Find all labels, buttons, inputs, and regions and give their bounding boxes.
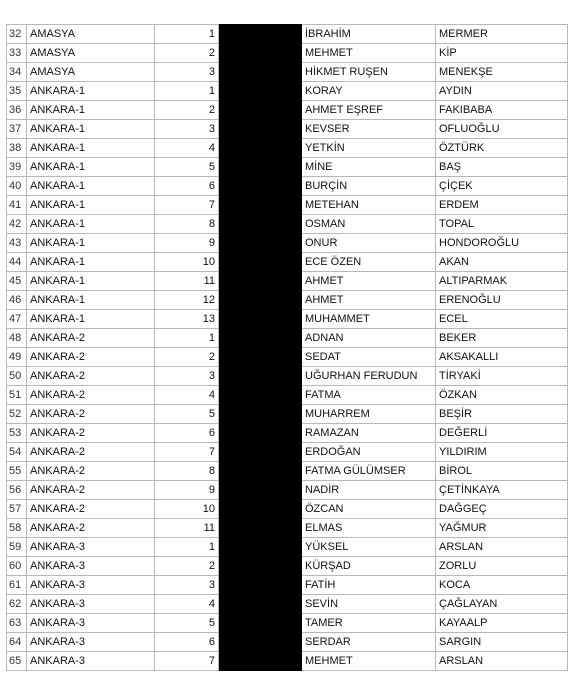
last-name-cell[interactable]: YILDIRIM	[436, 443, 568, 462]
candidate-number-cell[interactable]: 8	[155, 462, 219, 481]
region-cell[interactable]: ANKARA-2	[27, 500, 155, 519]
row-number-cell: 38	[7, 139, 27, 158]
candidate-number-cell[interactable]: 13	[155, 310, 219, 329]
candidate-number-cell[interactable]: 6	[155, 424, 219, 443]
sheet-body	[7, 25, 568, 671]
row-number-cell: 37	[7, 120, 27, 139]
last-name-cell[interactable]: DAĞGEÇ	[436, 500, 568, 519]
row-number-cell: 43	[7, 234, 27, 253]
region-cell[interactable]: ANKARA-1	[27, 310, 155, 329]
first-name-cell[interactable]: ELMAS	[302, 519, 436, 538]
candidate-number-cell[interactable]: 3	[155, 63, 219, 82]
candidate-number-cell[interactable]: 7	[155, 196, 219, 215]
region-cell[interactable]: ANKARA-1	[27, 253, 155, 272]
table-row	[7, 614, 568, 633]
last-name-cell[interactable]: ARSLAN	[436, 652, 568, 671]
first-name-cell[interactable]: KÜRŞAD	[302, 557, 436, 576]
row-number-cell: 39	[7, 158, 27, 177]
first-name-cell[interactable]: FATİH	[302, 576, 436, 595]
last-name-cell[interactable]: KİP	[436, 44, 568, 63]
last-name-cell[interactable]: ECEL	[436, 310, 568, 329]
row-number-cell: 59	[7, 538, 27, 557]
last-name-cell[interactable]: TOPAL	[436, 215, 568, 234]
last-name-cell[interactable]: BAŞ	[436, 158, 568, 177]
last-name-cell[interactable]: BEŞİR	[436, 405, 568, 424]
table-row	[7, 443, 568, 462]
region-cell[interactable]: ANKARA-1	[27, 158, 155, 177]
region-cell[interactable]: ANKARA-1	[27, 139, 155, 158]
first-name-cell[interactable]: İBRAHİM	[302, 25, 436, 44]
row-number-cell: 61	[7, 576, 27, 595]
candidate-number-cell[interactable]: 2	[155, 557, 219, 576]
last-name-cell[interactable]: KAYAALP	[436, 614, 568, 633]
redacted-cell	[219, 424, 302, 443]
first-name-cell[interactable]: ERDOĞAN	[302, 443, 436, 462]
last-name-cell[interactable]: MENEKŞE	[436, 63, 568, 82]
first-name-cell[interactable]: AHMET EŞREF	[302, 101, 436, 120]
redacted-cell	[219, 367, 302, 386]
region-cell[interactable]: AMASYA	[27, 25, 155, 44]
spreadsheet-grid	[6, 24, 568, 671]
table-row	[7, 348, 568, 367]
redacted-cell	[219, 329, 302, 348]
table-row	[7, 652, 568, 671]
first-name-cell[interactable]: BURÇİN	[302, 177, 436, 196]
first-name-cell[interactable]: ÖZCAN	[302, 500, 436, 519]
row-number-cell: 60	[7, 557, 27, 576]
first-name-cell[interactable]: AHMET	[302, 272, 436, 291]
row-number-cell: 45	[7, 272, 27, 291]
redacted-cell	[219, 120, 302, 139]
redacted-cell	[219, 557, 302, 576]
redacted-cell	[219, 139, 302, 158]
row-number-cell: 47	[7, 310, 27, 329]
candidate-number-cell[interactable]: 8	[155, 215, 219, 234]
candidate-number-cell[interactable]: 3	[155, 367, 219, 386]
first-name-cell[interactable]: MİNE	[302, 158, 436, 177]
last-name-cell[interactable]: TİRYAKİ	[436, 367, 568, 386]
first-name-cell[interactable]: METEHAN	[302, 196, 436, 215]
last-name-cell[interactable]: AKSAKALLI	[436, 348, 568, 367]
region-cell[interactable]: ANKARA-2	[27, 462, 155, 481]
first-name-cell[interactable]: RAMAZAN	[302, 424, 436, 443]
redacted-cell	[219, 519, 302, 538]
redacted-cell	[219, 405, 302, 424]
first-name-cell[interactable]: KORAY	[302, 82, 436, 101]
last-name-cell[interactable]: ÇAĞLAYAN	[436, 595, 568, 614]
redacted-cell	[219, 652, 302, 671]
row-number-cell: 52	[7, 405, 27, 424]
table-row	[7, 310, 568, 329]
last-name-cell[interactable]: OFLUOĞLU	[436, 120, 568, 139]
redacted-cell	[219, 386, 302, 405]
row-number-cell: 49	[7, 348, 27, 367]
region-cell[interactable]: ANKARA-1	[27, 177, 155, 196]
redacted-cell	[219, 158, 302, 177]
table-row	[7, 519, 568, 538]
candidate-number-cell[interactable]: 5	[155, 614, 219, 633]
candidate-number-cell[interactable]: 1	[155, 25, 219, 44]
first-name-cell[interactable]: NADİR	[302, 481, 436, 500]
candidate-number-cell[interactable]: 1	[155, 82, 219, 101]
first-name-cell[interactable]: YÜKSEL	[302, 538, 436, 557]
region-cell[interactable]: ANKARA-1	[27, 215, 155, 234]
last-name-cell[interactable]: AKAN	[436, 253, 568, 272]
row-number-cell: 63	[7, 614, 27, 633]
first-name-cell[interactable]: MUHARREM	[302, 405, 436, 424]
redacted-cell	[219, 25, 302, 44]
last-name-cell[interactable]: DEĞERLİ	[436, 424, 568, 443]
first-name-cell[interactable]: AHMET	[302, 291, 436, 310]
row-number-cell: 53	[7, 424, 27, 443]
first-name-cell[interactable]: SEVİN	[302, 595, 436, 614]
first-name-cell[interactable]: MEHMET	[302, 652, 436, 671]
table-row	[7, 272, 568, 291]
last-name-cell[interactable]: ERDEM	[436, 196, 568, 215]
region-cell[interactable]: ANKARA-1	[27, 291, 155, 310]
row-number-cell: 42	[7, 215, 27, 234]
table-row	[7, 500, 568, 519]
table-row	[7, 101, 568, 120]
first-name-cell[interactable]: ONUR	[302, 234, 436, 253]
table-row	[7, 177, 568, 196]
region-cell[interactable]: ANKARA-2	[27, 519, 155, 538]
row-number-cell: 51	[7, 386, 27, 405]
table-row	[7, 253, 568, 272]
candidate-number-cell[interactable]: 2	[155, 348, 219, 367]
table-row	[7, 25, 568, 44]
region-cell[interactable]: ANKARA-2	[27, 386, 155, 405]
table-row	[7, 44, 568, 63]
redacted-cell	[219, 44, 302, 63]
redacted-cell	[219, 443, 302, 462]
table-row	[7, 481, 568, 500]
region-cell[interactable]: ANKARA-3	[27, 576, 155, 595]
redacted-cell	[219, 310, 302, 329]
last-name-cell[interactable]: BİROL	[436, 462, 568, 481]
last-name-cell[interactable]: BEKER	[436, 329, 568, 348]
candidate-number-cell[interactable]: 2	[155, 44, 219, 63]
table-row	[7, 633, 568, 652]
candidate-number-cell[interactable]: 3	[155, 576, 219, 595]
region-cell[interactable]: ANKARA-2	[27, 405, 155, 424]
row-number-cell: 46	[7, 291, 27, 310]
region-cell[interactable]: ANKARA-2	[27, 329, 155, 348]
row-number-cell: 56	[7, 481, 27, 500]
last-name-cell[interactable]: ÇİÇEK	[436, 177, 568, 196]
table-row	[7, 82, 568, 101]
redacted-cell	[219, 538, 302, 557]
last-name-cell[interactable]: SARGIN	[436, 633, 568, 652]
first-name-cell[interactable]: TAMER	[302, 614, 436, 633]
region-cell[interactable]: ANKARA-1	[27, 82, 155, 101]
candidate-number-cell[interactable]: 5	[155, 405, 219, 424]
redacted-cell	[219, 595, 302, 614]
candidate-number-cell[interactable]: 7	[155, 652, 219, 671]
last-name-cell[interactable]: KOCA	[436, 576, 568, 595]
first-name-cell[interactable]: MUHAMMET	[302, 310, 436, 329]
row-number-cell: 33	[7, 44, 27, 63]
first-name-cell[interactable]: KEVSER	[302, 120, 436, 139]
last-name-cell[interactable]: YAĞMUR	[436, 519, 568, 538]
candidate-number-cell[interactable]: 4	[155, 595, 219, 614]
region-cell[interactable]: ANKARA-2	[27, 481, 155, 500]
candidate-number-cell[interactable]: 4	[155, 139, 219, 158]
region-cell[interactable]: AMASYA	[27, 44, 155, 63]
region-cell[interactable]: ANKARA-2	[27, 348, 155, 367]
region-cell[interactable]: ANKARA-3	[27, 614, 155, 633]
row-number-cell: 64	[7, 633, 27, 652]
redacted-cell	[219, 462, 302, 481]
first-name-cell[interactable]: SEDAT	[302, 348, 436, 367]
redacted-cell	[219, 215, 302, 234]
table-row	[7, 196, 568, 215]
redacted-cell	[219, 234, 302, 253]
redacted-cell	[219, 500, 302, 519]
region-cell[interactable]: AMASYA	[27, 63, 155, 82]
last-name-cell[interactable]: ZORLU	[436, 557, 568, 576]
table-row	[7, 557, 568, 576]
row-number-cell: 65	[7, 652, 27, 671]
first-name-cell[interactable]: HİKMET RUŞEN	[302, 63, 436, 82]
region-cell[interactable]: ANKARA-2	[27, 424, 155, 443]
table-row	[7, 120, 568, 139]
first-name-cell[interactable]: YETKİN	[302, 139, 436, 158]
candidate-number-cell[interactable]: 6	[155, 633, 219, 652]
table-row	[7, 595, 568, 614]
candidate-number-cell[interactable]: 9	[155, 481, 219, 500]
row-number-cell: 62	[7, 595, 27, 614]
redacted-cell	[219, 177, 302, 196]
row-number-cell: 40	[7, 177, 27, 196]
first-name-cell[interactable]: OSMAN	[302, 215, 436, 234]
last-name-cell[interactable]: ERENOĞLU	[436, 291, 568, 310]
first-name-cell[interactable]: ECE ÖZEN	[302, 253, 436, 272]
table-row	[7, 424, 568, 443]
candidate-number-cell[interactable]: 11	[155, 519, 219, 538]
redacted-cell	[219, 272, 302, 291]
last-name-cell[interactable]: ÖZKAN	[436, 386, 568, 405]
last-name-cell[interactable]: AYDIN	[436, 82, 568, 101]
first-name-cell[interactable]: FATMA GÜLÜMSER	[302, 462, 436, 481]
candidate-number-cell[interactable]: 6	[155, 177, 219, 196]
row-number-cell: 57	[7, 500, 27, 519]
table-row	[7, 462, 568, 481]
table-row	[7, 291, 568, 310]
last-name-cell[interactable]: ÇETİNKAYA	[436, 481, 568, 500]
last-name-cell[interactable]: MERMER	[436, 25, 568, 44]
last-name-cell[interactable]: ÖZTÜRK	[436, 139, 568, 158]
table-row	[7, 576, 568, 595]
candidate-number-cell[interactable]: 4	[155, 386, 219, 405]
row-number-cell: 50	[7, 367, 27, 386]
last-name-cell[interactable]: ALTIPARMAK	[436, 272, 568, 291]
table-row	[7, 63, 568, 82]
table-row	[7, 215, 568, 234]
region-cell[interactable]: ANKARA-3	[27, 557, 155, 576]
region-cell[interactable]: ANKARA-1	[27, 101, 155, 120]
row-number-cell: 41	[7, 196, 27, 215]
last-name-cell[interactable]: HONDOROĞLU	[436, 234, 568, 253]
redacted-cell	[219, 196, 302, 215]
region-cell[interactable]: ANKARA-1	[27, 196, 155, 215]
candidate-number-cell[interactable]: 10	[155, 500, 219, 519]
redacted-cell	[219, 101, 302, 120]
candidate-number-cell[interactable]: 7	[155, 443, 219, 462]
candidate-number-cell[interactable]: 11	[155, 272, 219, 291]
candidate-number-cell[interactable]: 1	[155, 538, 219, 557]
last-name-cell[interactable]: ARSLAN	[436, 538, 568, 557]
table-row	[7, 139, 568, 158]
candidate-number-cell[interactable]: 5	[155, 158, 219, 177]
row-number-cell: 55	[7, 462, 27, 481]
region-cell[interactable]: ANKARA-1	[27, 272, 155, 291]
region-cell[interactable]: ANKARA-3	[27, 595, 155, 614]
candidate-number-cell[interactable]: 3	[155, 120, 219, 139]
row-number-cell: 36	[7, 101, 27, 120]
candidate-number-cell[interactable]: 12	[155, 291, 219, 310]
row-number-cell: 48	[7, 329, 27, 348]
table-row	[7, 329, 568, 348]
row-number-cell: 44	[7, 253, 27, 272]
candidate-number-cell[interactable]: 10	[155, 253, 219, 272]
first-name-cell[interactable]: UĞURHAN FERUDUN	[302, 367, 436, 386]
table-row	[7, 234, 568, 253]
region-cell[interactable]: ANKARA-3	[27, 633, 155, 652]
row-number-cell: 54	[7, 443, 27, 462]
candidate-number-cell[interactable]: 9	[155, 234, 219, 253]
region-cell[interactable]: ANKARA-1	[27, 120, 155, 139]
table-row	[7, 386, 568, 405]
redacted-cell	[219, 348, 302, 367]
candidate-number-cell[interactable]: 1	[155, 329, 219, 348]
candidate-number-cell[interactable]: 2	[155, 101, 219, 120]
redacted-cell	[219, 614, 302, 633]
redacted-cell	[219, 576, 302, 595]
row-number-cell: 58	[7, 519, 27, 538]
region-cell[interactable]: ANKARA-1	[27, 234, 155, 253]
redacted-cell	[219, 63, 302, 82]
region-cell[interactable]: ANKARA-3	[27, 652, 155, 671]
table-row	[7, 405, 568, 424]
table-row	[7, 538, 568, 557]
redacted-cell	[219, 82, 302, 101]
redacted-cell	[219, 291, 302, 310]
redacted-cell	[219, 253, 302, 272]
first-name-cell[interactable]: MEHMET	[302, 44, 436, 63]
row-number-cell: 34	[7, 63, 27, 82]
first-name-cell[interactable]: SERDAR	[302, 633, 436, 652]
table-row	[7, 158, 568, 177]
first-name-cell[interactable]: ADNAN	[302, 329, 436, 348]
redacted-cell	[219, 633, 302, 652]
row-number-cell: 35	[7, 82, 27, 101]
region-cell[interactable]: ANKARA-3	[27, 538, 155, 557]
row-number-cell: 32	[7, 25, 27, 44]
region-cell[interactable]: ANKARA-2	[27, 367, 155, 386]
first-name-cell[interactable]: FATMA	[302, 386, 436, 405]
table-row	[7, 367, 568, 386]
last-name-cell[interactable]: FAKIBABA	[436, 101, 568, 120]
redacted-cell	[219, 481, 302, 500]
region-cell[interactable]: ANKARA-2	[27, 443, 155, 462]
